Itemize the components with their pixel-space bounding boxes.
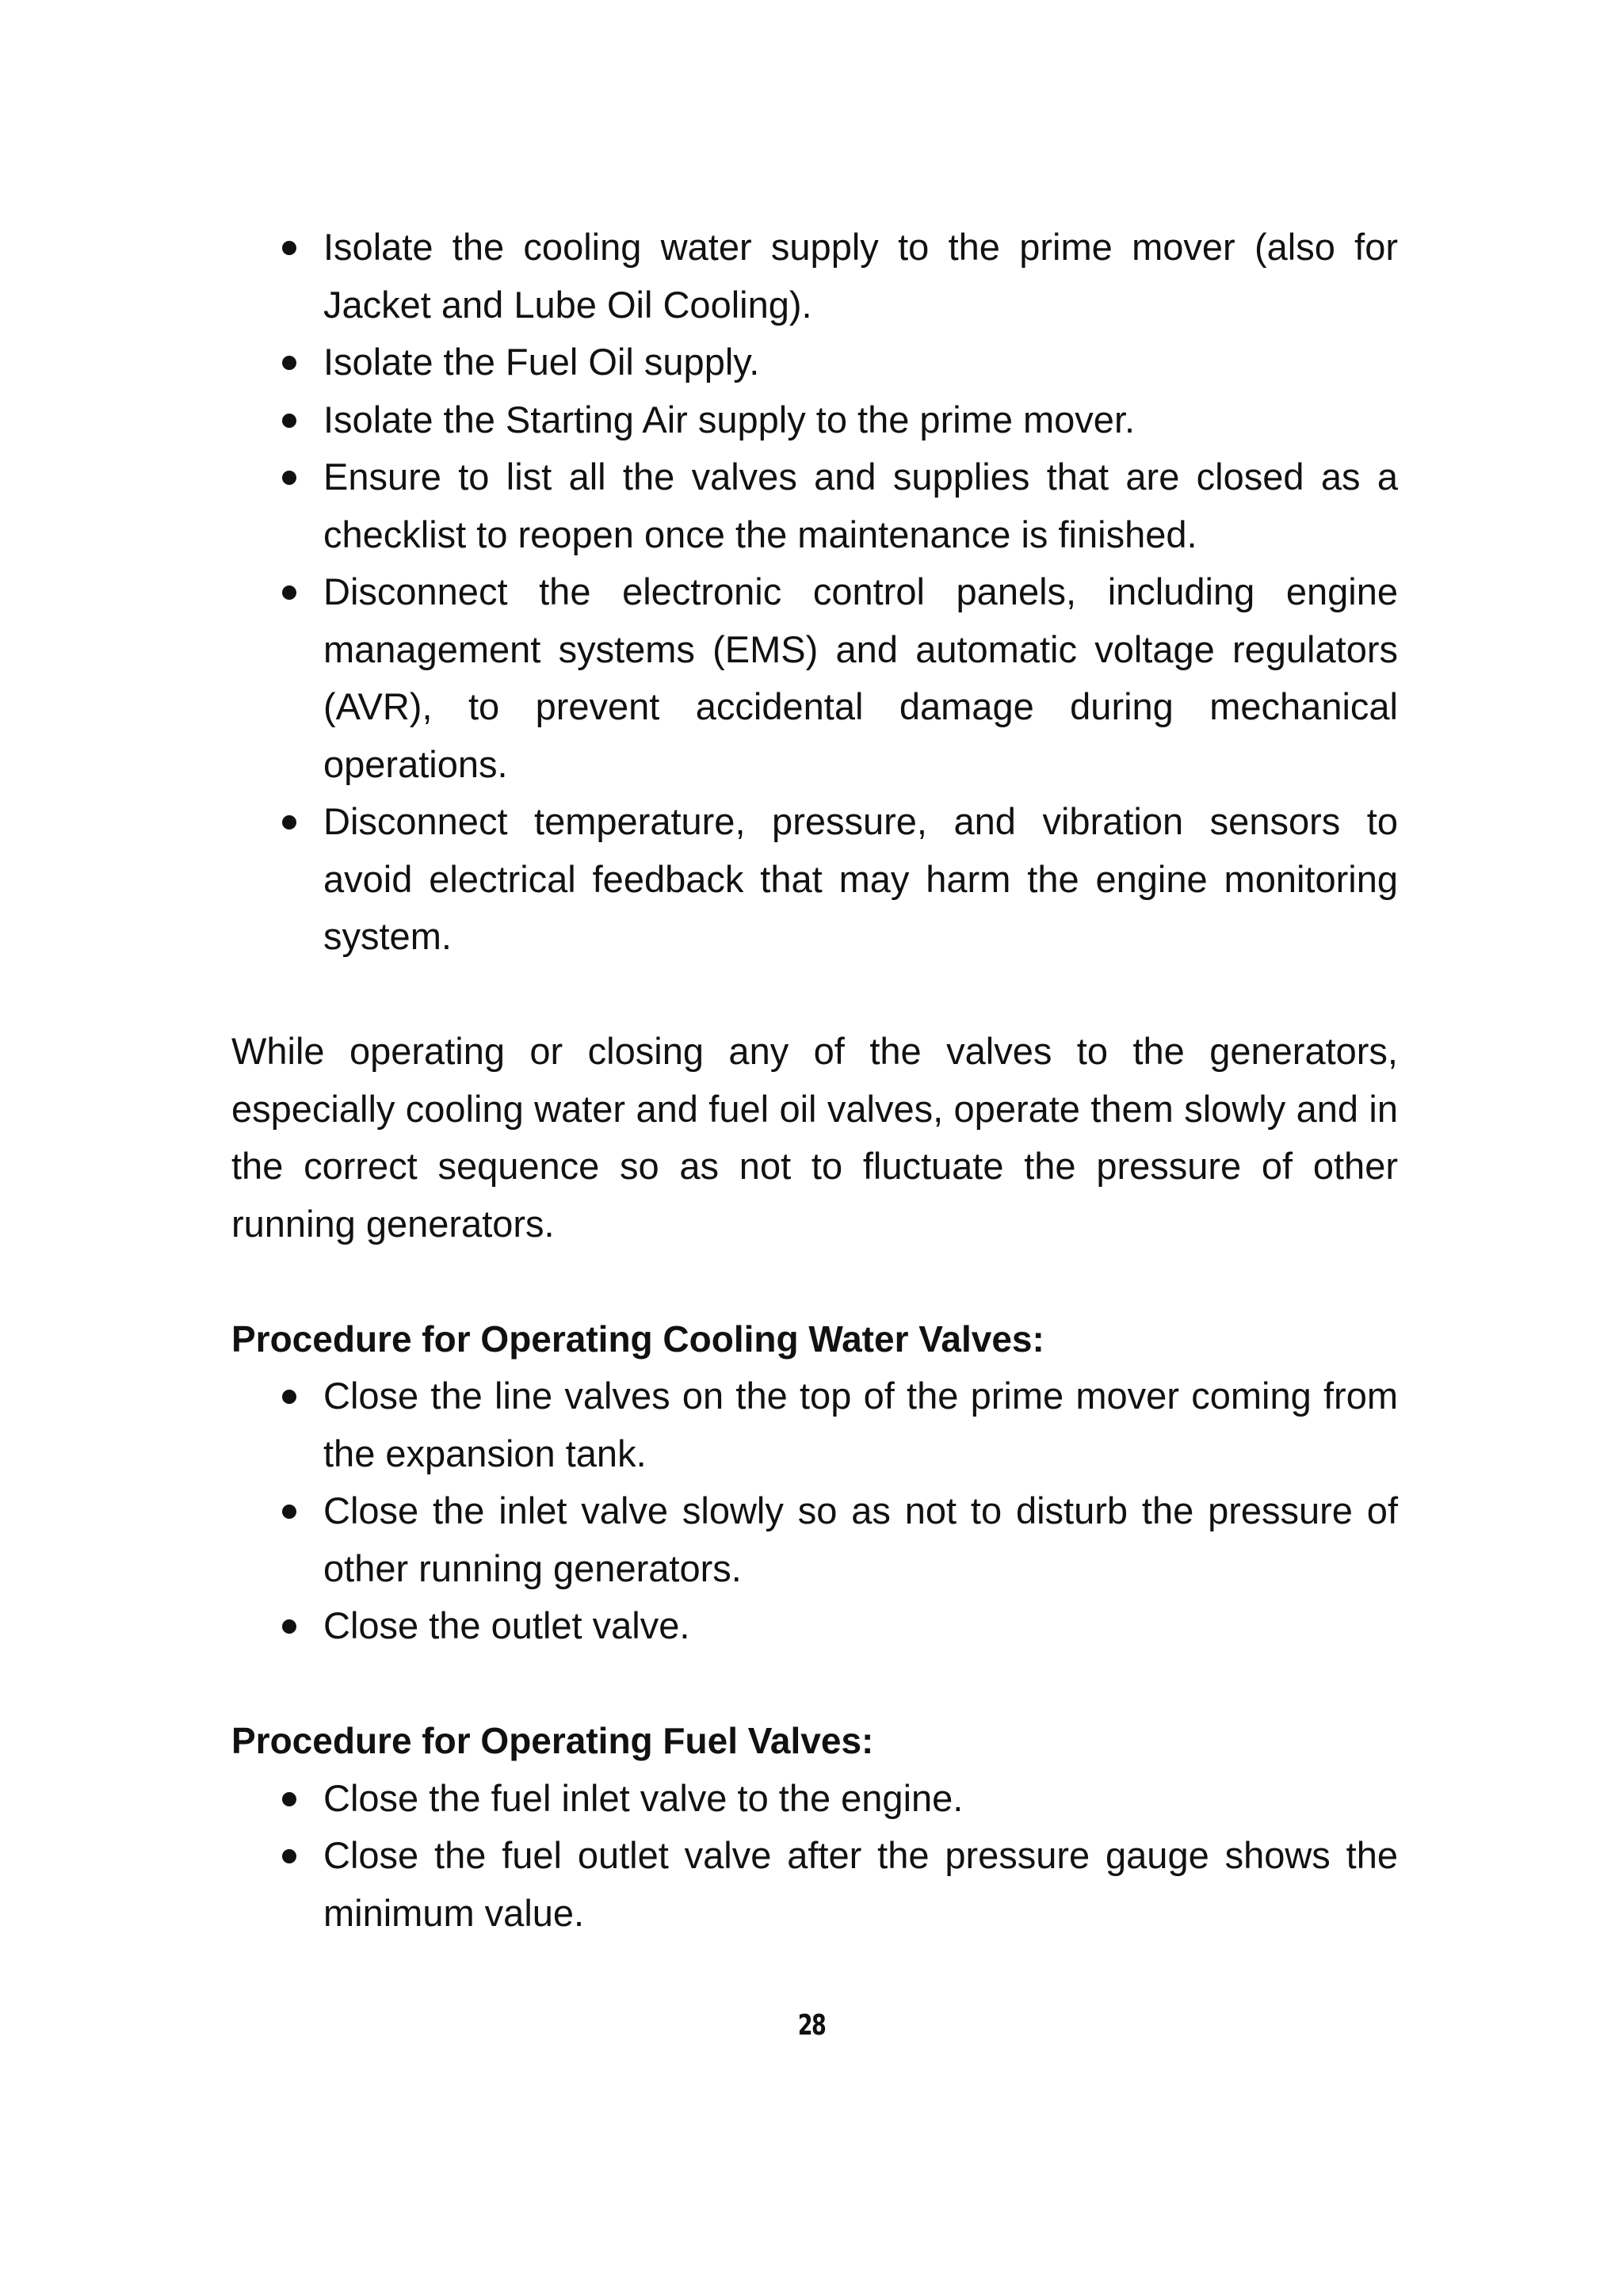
page-number: 28	[797, 2009, 826, 2042]
list-item	[231, 1482, 1398, 1597]
list-item	[231, 1827, 1398, 1942]
fuel-valves-procedure-list	[231, 1770, 1398, 1943]
list-item-text: Isolate the Fuel Oil supply.	[323, 341, 760, 383]
list-item-text: Close the inlet valve slowly so as not to disturb the pressure of other running generators.	[323, 1489, 1398, 1589]
bullet-icon	[282, 414, 296, 428]
list-item	[231, 448, 1398, 563]
bullet-icon	[282, 356, 296, 370]
isolation-checklist	[231, 219, 1398, 966]
list-item-text: Ensure to list all the valves and supplies that are closed as a checklist to reopen once the maintenance is finished.	[323, 456, 1398, 555]
list-item	[231, 334, 1398, 391]
bullet-icon	[282, 1619, 296, 1634]
list-item	[231, 1597, 1398, 1655]
bullet-icon	[282, 1505, 296, 1519]
bullet-icon	[282, 1390, 296, 1404]
list-item	[231, 1770, 1398, 1828]
list-item-text: Close the outlet valve.	[323, 1604, 690, 1646]
list-item-text: Close the fuel inlet valve to the engine.	[323, 1776, 964, 1819]
spacer	[231, 966, 1398, 1024]
list-item	[231, 391, 1398, 449]
list-item	[231, 1367, 1398, 1482]
list-item-text: Disconnect the electronic control panels, including engine management systems (EMS) and automatic voltage regulators (AVR), to prevent accidental damage during mechanical operations.	[323, 570, 1398, 785]
list-item	[231, 219, 1398, 334]
bullet-icon	[282, 471, 296, 485]
bullet-icon	[282, 241, 296, 255]
list-item-text: Close the line valves on the top of the prime mover coming from the expansion tank.	[323, 1375, 1398, 1474]
caution-paragraph: While operating or closing any of the valves to the generators, especially cooling water and fuel oil valves, operate them slowly and in the correct sequence so as not to fluctuate the pressure of other running generators.	[231, 1030, 1398, 1245]
bullet-icon	[282, 585, 296, 600]
cooling-water-heading: Procedure for Operating Cooling Water Valves:	[231, 1318, 1044, 1360]
bullet-icon	[282, 815, 296, 830]
list-item-text: Isolate the cooling water supply to the prime mover (also for Jacket and Lube Oil Cooling).	[323, 226, 1398, 326]
page-content	[231, 219, 1398, 1942]
list-item	[231, 563, 1398, 793]
cooling-water-procedure-list	[231, 1367, 1398, 1655]
bullet-icon	[282, 1849, 296, 1863]
list-item-text: Isolate the Starting Air supply to the prime mover.	[323, 398, 1136, 441]
list-item-text: Disconnect temperature, pressure, and vibration sensors to avoid electrical feedback that may harm the engine monitoring system.	[323, 800, 1398, 957]
spacer	[231, 1655, 1398, 1713]
fuel-valves-heading: Procedure for Operating Fuel Valves:	[231, 1720, 874, 1761]
list-item	[231, 793, 1398, 966]
list-item-text: Close the fuel outlet valve after the pressure gauge shows the minimum value.	[323, 1834, 1398, 1934]
spacer	[231, 1253, 1398, 1310]
bullet-icon	[282, 1792, 296, 1806]
